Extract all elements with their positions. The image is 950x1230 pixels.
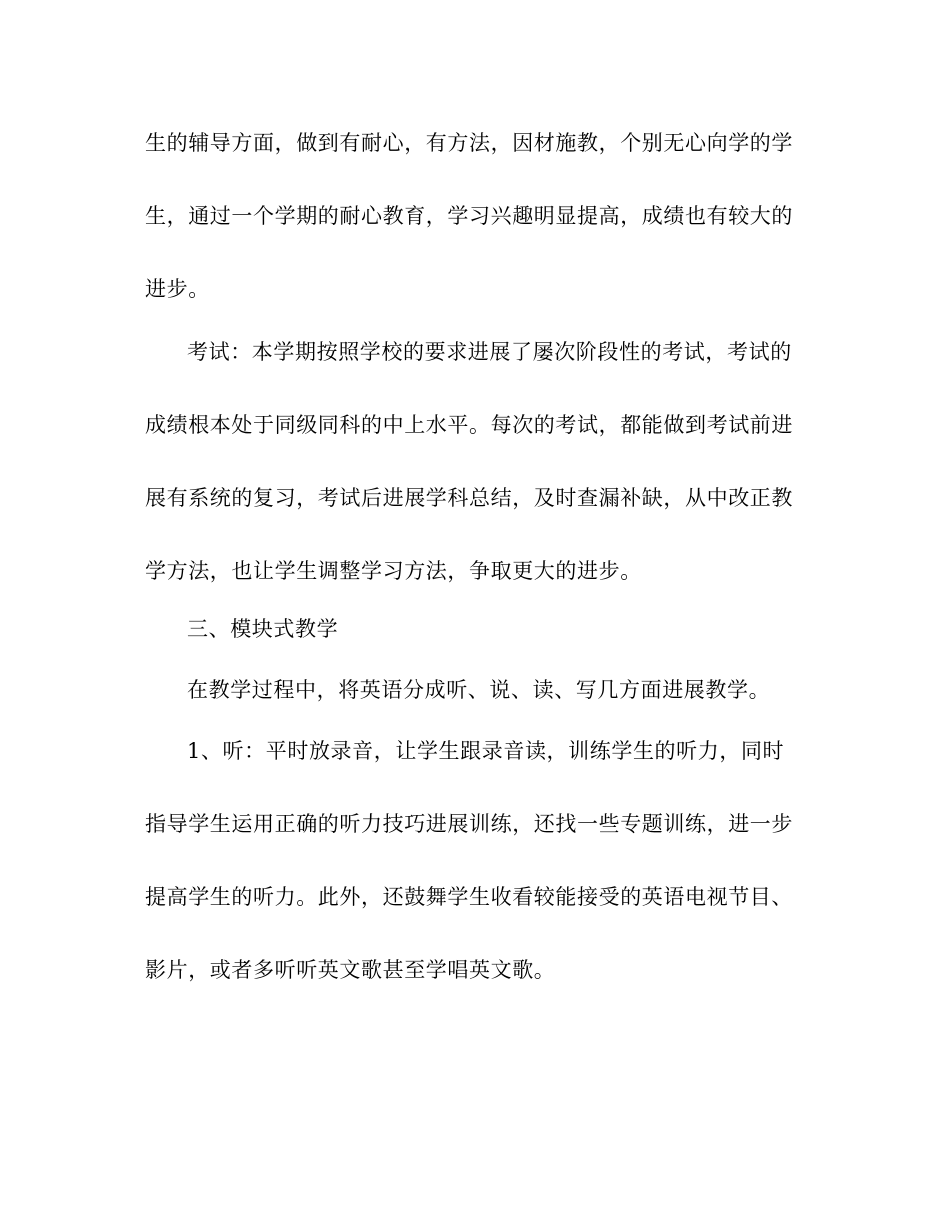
paragraph-line: 学方法，也让学生调整学习方法，争取更大的进步。 [145, 559, 642, 583]
paragraph-line: 提高学生的听力。此外，还鼓舞学生收看较能接受的英语电视节目、 [145, 885, 793, 909]
paragraph-line: 影片，或者多听听英文歌甚至学唱英文歌。 [145, 958, 556, 982]
paragraph-line: 在教学过程中，将英语分成听、说、读、写几方面进展教学。 [187, 678, 771, 702]
paragraph-line: 展有系统的复习，考试后进展学科总结，及时查漏补缺，从中改正教 [145, 486, 793, 510]
paragraph-line: 指导学生运用正确的听力技巧进展训练，还找一些专题训练，进一步 [145, 812, 793, 836]
paragraph-line: 生，通过一个学期的耐心教育，学习兴趣明显提高，成绩也有较大的 [145, 204, 793, 228]
paragraph-line: 考试：本学期按照学校的要求进展了屡次阶段性的考试，考试的 [187, 340, 792, 364]
section-heading: 三、模块式教学 [187, 617, 339, 641]
paragraph-line: 进步。 [145, 277, 210, 301]
paragraph-line: 成绩根本处于同级同科的中上水平。每次的考试，都能做到考试前进 [145, 413, 793, 437]
paragraph-line: 1、听：平时放录音，让学生跟录音读，训练学生的听力，同时 [187, 739, 785, 763]
paragraph-line: 生的辅导方面，做到有耐心，有方法，因材施教，个别无心向学的学 [145, 131, 793, 155]
